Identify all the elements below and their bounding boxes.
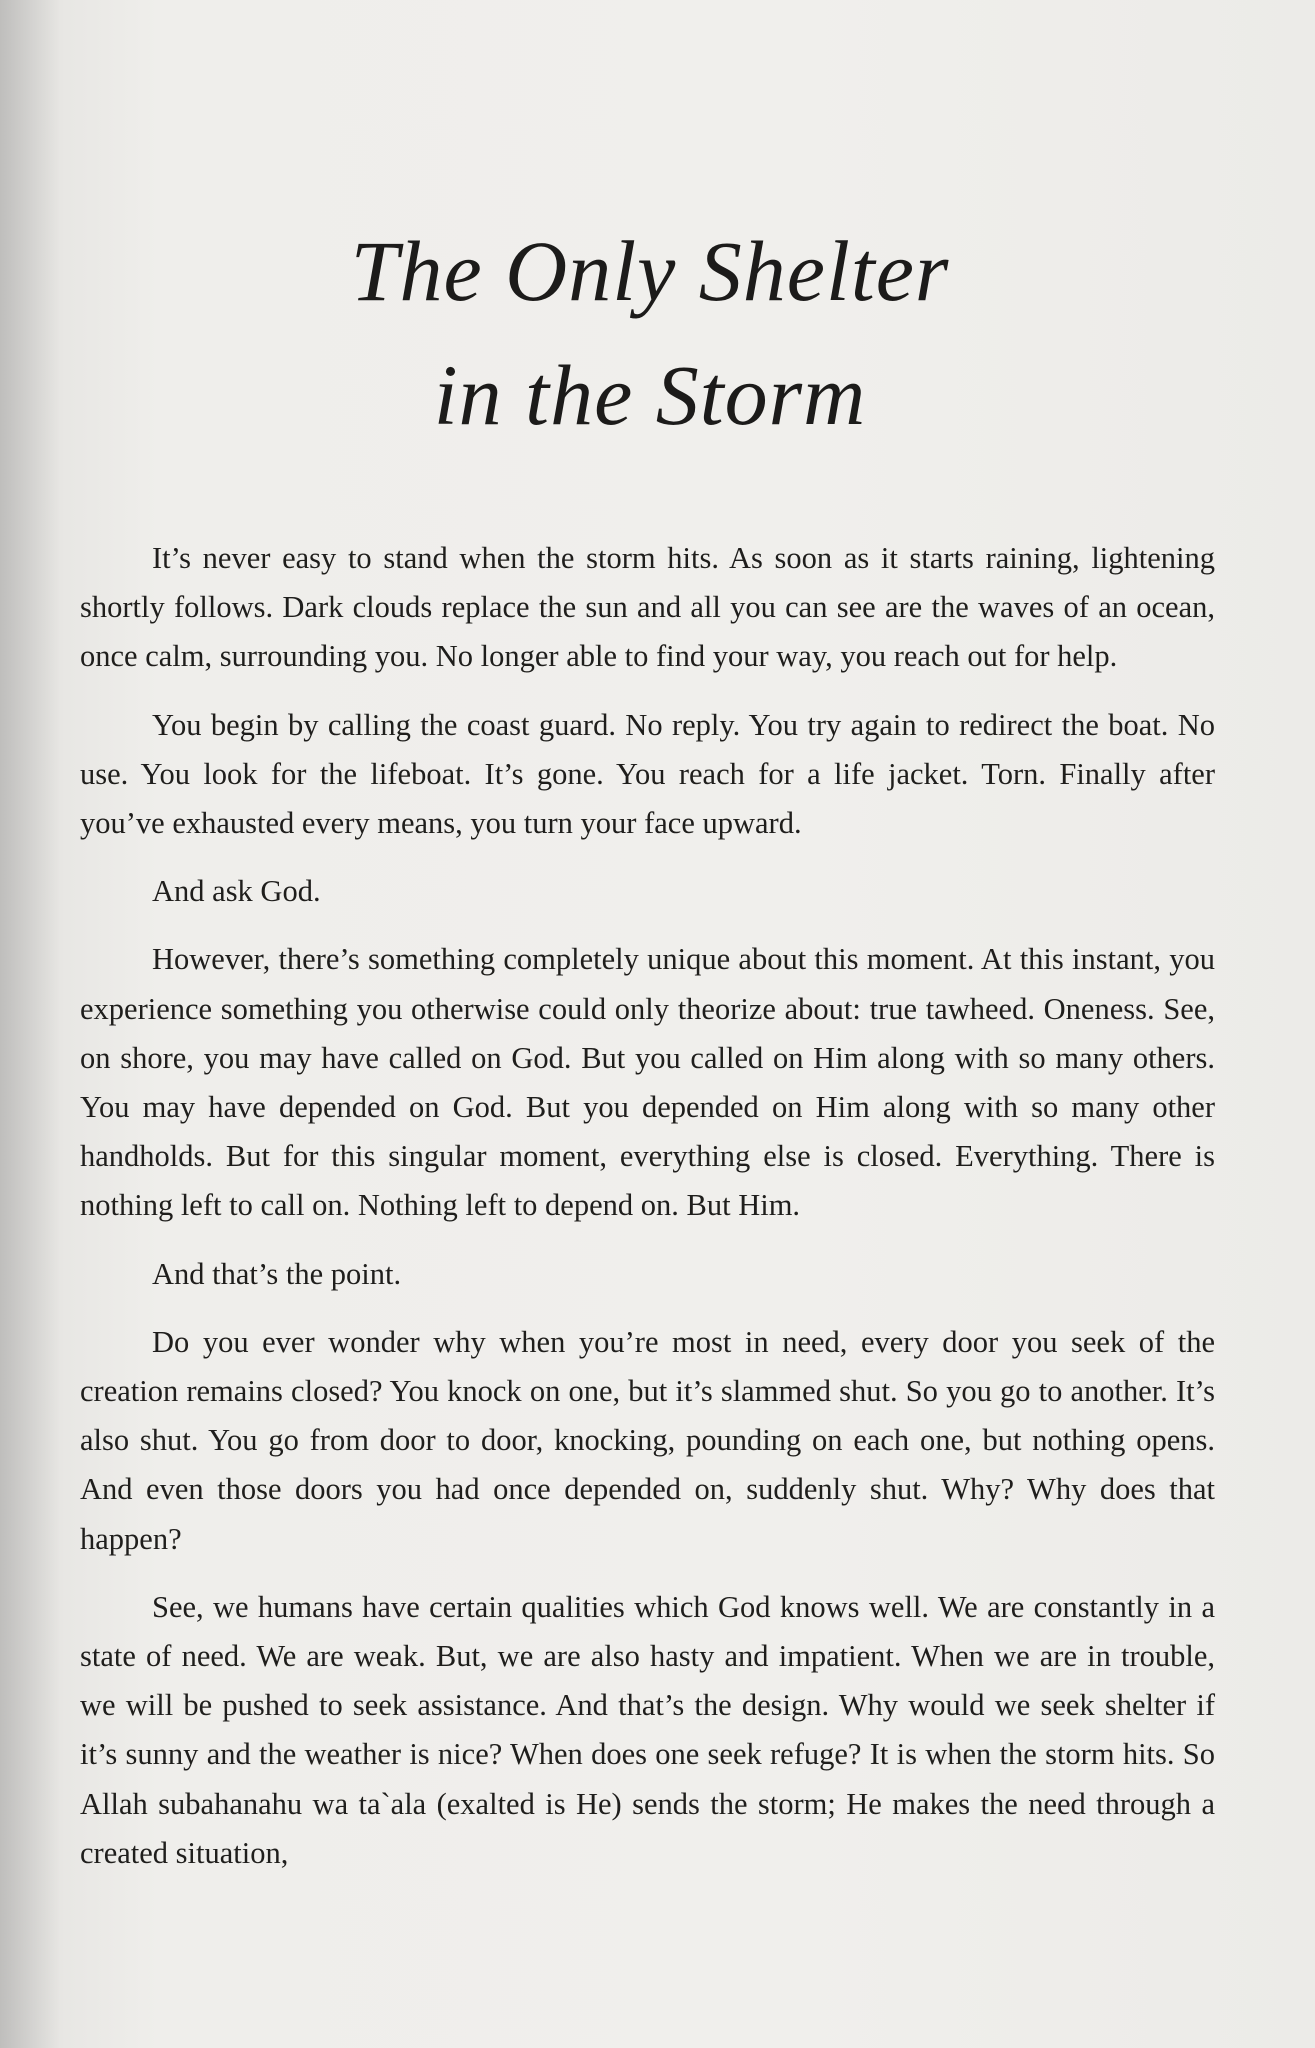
paragraph: Do you ever wonder why when you’re most in need, every door you seek of the creation remains closed? You knock on one, but it’s slammed shut. So you go to another. It’s also shut. You go from door to door, knocking, pounding on each one, but nothing opens. And even those doors you had once depended on, suddenly shut. Why? Why does that happen? [80,1324,1215,1556]
paragraph: However, there’s something completely unique about this moment. At this instant, you experience something you otherwise could only theorize about: true tawheed. Oneness. See, on shore, you may have called on God. But you called on Him along with so many others. You may have depended on God. But you depended on Him along with so many other handholds. But for this singular moment, everything else is closed. Everything. There is nothing left to call on. Nothing left to depend on. But Him. [80,942,1215,1223]
chapter-title-line-2: in the Storm [433,347,867,443]
chapter-title-line-1: The Only Shelter [350,223,950,319]
paragraph: And that’s the point. [152,1256,402,1291]
chapter-body [80,534,1215,1897]
paragraph: You begin by calling the coast guard. No reply. You try again to redirect the boat. No use. You look for the lifeboat. It’s gone. You reach for a life jacket. Torn. Finally after you’ve exhausted every means, you turn your face upward. [80,707,1215,841]
paragraph: It’s never easy to stand when the storm hits. As soon as it starts raining, lightening shortly follows. Dark clouds replace the sun and all you can see are the waves of an ocean, once calm, surrounding you. No longer able to find your way, you reach out for help. [80,541,1215,674]
paragraph: And ask God. [152,874,321,909]
paragraph: See, we humans have certain qualities which God knows well. We are constantly in a state of need. We are weak. But, we are also hasty and impatient. When we are in trouble, we will be pushed to seek assistance. And that’s the design. Why would we seek shelter if it’s sunny and the weather is nice? When does one seek refuge? It is when the storm hits. So Allah subahanahu wa ta`ala (exalted is He) sends the storm; He makes the need through a created situation, [80,1589,1215,1870]
